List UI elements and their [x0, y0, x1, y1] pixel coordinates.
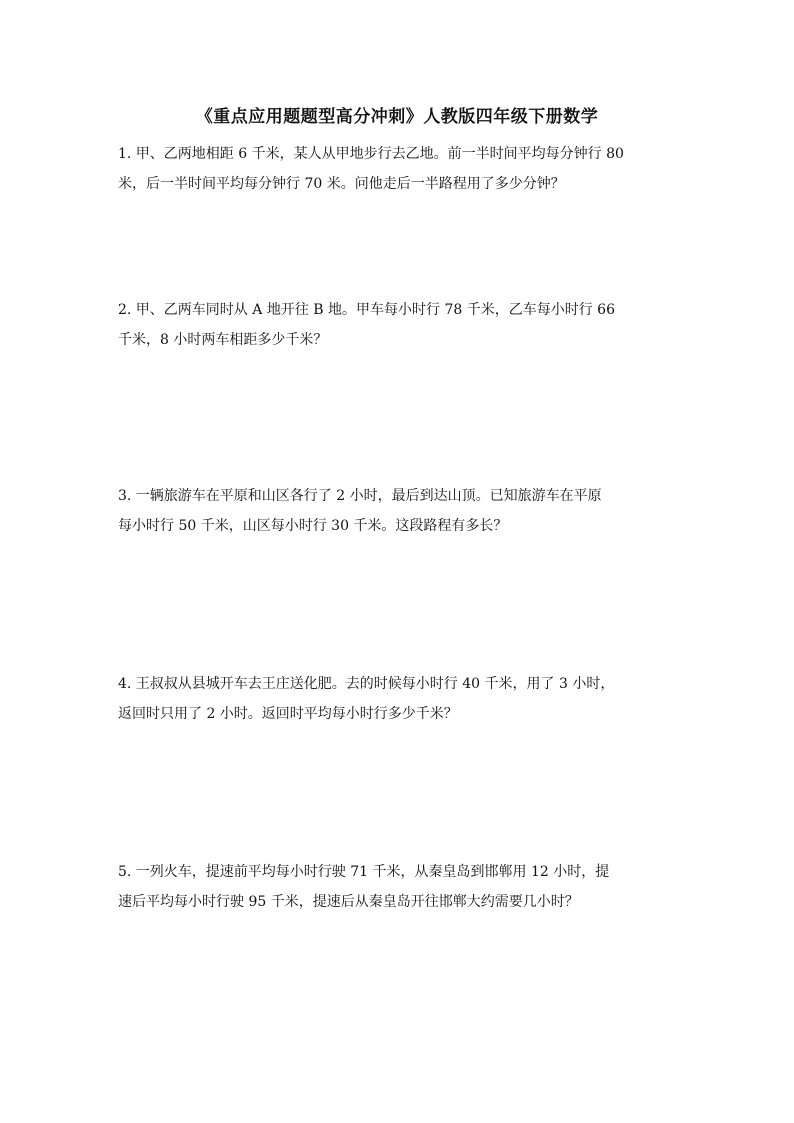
question-4	[118, 669, 678, 729]
question-5	[118, 857, 678, 917]
question-2-line-2: 千米，8 小时两车相距多少千米？	[118, 332, 328, 348]
question-2	[118, 295, 678, 355]
question-4-line-2: 返回时只用了 2 小时。返回时平均每小时行多少千米？	[118, 706, 458, 722]
question-5-line-1: 5. 一列火车，提速前平均每小时行驶 71 千米，从秦皇岛到邯郸用 12 小时，提	[118, 864, 610, 880]
question-1	[118, 139, 678, 199]
question-2-line-1: 2. 甲、乙两车同时从 A 地开往 B 地。甲车每小时行 78 千米，乙车每小时行 66	[118, 302, 615, 318]
question-5-line-2: 速后平均每小时行驶 95 千米，提速后从秦皇岛开往邯郸大约需要几小时？	[118, 894, 579, 910]
question-1-line-2: 米，后一半时间平均每分钟行 70 米。问他走后一半路程用了多少分钟？	[118, 176, 565, 192]
page-title: 《重点应用题题型高分冲刺》人教版四年级下册数学	[195, 107, 599, 127]
question-4-line-1: 4. 王叔叔从县城开车去王庄送化肥。去的时候每小时行 40 千米，用了 3 小时，	[118, 676, 615, 692]
question-3	[118, 481, 678, 541]
question-3-line-1: 3. 一辆旅游车在平原和山区各行了 2 小时，最后到达山顶。已知旅游车在平原	[118, 488, 602, 504]
question-3-line-2: 每小时行 50 千米，山区每小时行 30 千米。这段路程有多长？	[118, 518, 508, 534]
question-1-line-1: 1. 甲、乙两地相距 6 千米，某人从甲地步行去乙地。前一半时间平均每分钟行 80	[118, 146, 624, 162]
